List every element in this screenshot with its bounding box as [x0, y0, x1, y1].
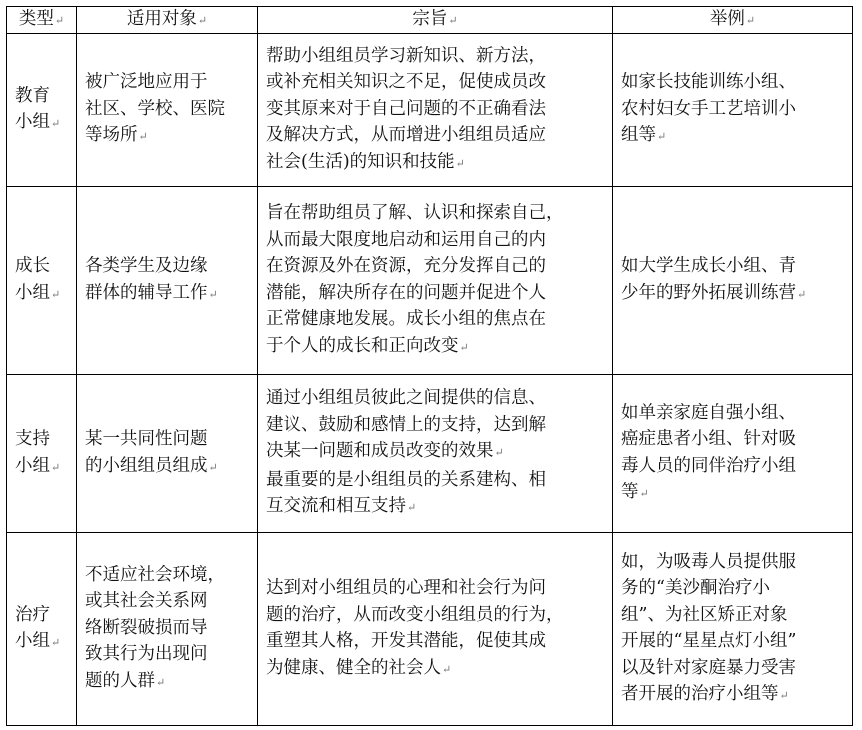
cell-line: 小组↵: [15, 112, 61, 132]
cell-line: 达到对小组组员的心理和社会行为问: [266, 578, 546, 598]
cell-line: 旨在帮助组员了解、认识和探索自己，: [266, 203, 564, 223]
cell-line: 某一共同性问题: [85, 429, 208, 449]
cell-line: 以及针对家庭暴力受害: [621, 657, 796, 678]
cell-line: 的小组组员组成↵: [85, 455, 218, 476]
cell-line: 小组↵: [15, 282, 61, 303]
cell-line: 通过小组组员彼此之间提供的信息、: [266, 388, 546, 409]
cell-line: 被广泛地应用于: [85, 72, 208, 93]
cell-line: 重塑其人格，开发其潜能，促使其成: [266, 631, 546, 651]
cell-target: [77, 375, 258, 533]
cell-line: 络断裂破损而导: [85, 617, 208, 638]
cell-line: 者开展的治疗小组等↵: [621, 684, 789, 704]
cell-line: 等↵: [621, 482, 649, 502]
cell-line: 开展的“星星点灯小组”: [621, 631, 797, 651]
cell-purpose: [258, 533, 613, 726]
cell-line: 务的“美沙酮治疗小: [621, 578, 770, 598]
cell-example: [613, 375, 853, 533]
cell-target: [77, 533, 258, 726]
cell-purpose: [258, 34, 613, 187]
cell-line: 癌症患者小组、针对吸: [621, 429, 796, 449]
cell-line: 组等↵: [621, 125, 667, 146]
cell-example: [613, 34, 853, 187]
table-row: [7, 34, 853, 187]
cell-purpose: [258, 375, 613, 533]
cell-line: 于个人的成长和正向改变↵: [266, 335, 469, 356]
cell-line: 在资源及外在资源，充分发挥自己的: [266, 256, 546, 276]
cell-line: 群体的辅导工作↵: [85, 282, 218, 303]
cell-line: 小组↵: [15, 631, 61, 651]
header-type: 类型↵: [7, 7, 77, 34]
cell-line: 少年的野外拓展训练营↵: [621, 282, 807, 303]
cell-line: 如大学生成长小组、青: [621, 256, 796, 276]
header-purpose: 宗旨↵: [258, 7, 613, 34]
cell-line: 或补充相关知识之不足，促使成员改: [266, 72, 546, 93]
cell-line: 互交流和相互支持↵: [266, 496, 417, 517]
cell-line: 教育: [15, 85, 50, 106]
cell-type: [7, 533, 77, 726]
cell-line: 治疗: [15, 604, 50, 625]
cell-purpose: [258, 187, 613, 375]
cell-line: 致其行为出现问: [85, 644, 208, 665]
cell-line: 等场所↵: [85, 125, 148, 146]
cell-line: 决某一问题和成员改变的效果↵: [266, 441, 504, 462]
group-types-table: [6, 6, 853, 726]
table-row: [7, 375, 853, 533]
cell-line: 农村妇女手工艺培训小: [621, 98, 796, 119]
cell-line: 正常健康地发展。成长小组的焦点在: [266, 309, 546, 329]
cell-line: 社区、学校、医院: [85, 98, 225, 119]
cell-line: 毒人员的同伴治疗小组: [621, 455, 796, 476]
table-row: [7, 187, 853, 375]
cell-line: 最重要的是小组组员的关系建构、相: [266, 469, 546, 490]
cell-line: 为健康、健全的社会人↵: [266, 657, 452, 678]
cell-target: [77, 187, 258, 375]
cell-line: 支持: [15, 429, 50, 449]
cell-line: 从而最大限度地启动和运用自己的内: [266, 229, 546, 250]
cell-line: 潜能，解决所存在的问题并促进个人: [266, 282, 546, 303]
cell-line: 组”、为社区矫正对象: [621, 604, 788, 625]
cell-line: 成长: [15, 256, 50, 276]
cell-line: 各类学生及边缘: [85, 256, 208, 276]
header-example: 举例↵: [613, 7, 853, 34]
cell-line: 或其社会关系网: [85, 591, 208, 612]
cell-line: 如，为吸毒人员提供服: [621, 551, 796, 572]
cell-line: 变其原来对于自己问题的不正确看法: [266, 98, 546, 119]
cell-example: [613, 533, 853, 726]
header-target: 适用对象↵: [77, 7, 258, 34]
table-row: [7, 533, 853, 726]
cell-type: [7, 34, 77, 187]
cell-example: [613, 187, 853, 375]
cell-line: 如单亲家庭自强小组、: [621, 402, 796, 423]
cell-line: 及解决方式，从而增进小组组员适应: [266, 125, 546, 146]
cell-type: [7, 187, 77, 375]
cell-target: [77, 34, 258, 187]
cell-line: 建议、鼓励和感情上的支持，达到解: [266, 414, 546, 435]
cell-line: 不适应社会环境，: [85, 564, 225, 585]
cell-type: [7, 375, 77, 533]
cell-line: 小组↵: [15, 455, 61, 476]
cell-line: 社会(生活)的知识和技能↵: [266, 151, 465, 172]
cell-line: 题的人群↵: [85, 670, 166, 691]
cell-line: 如家长技能训练小组、: [621, 72, 796, 93]
cell-line: 帮助小组组员学习新知识、新方法，: [266, 45, 546, 66]
header-row: [7, 7, 853, 34]
cell-line: 题的治疗，从而改变小组组员的行为，: [266, 604, 564, 625]
